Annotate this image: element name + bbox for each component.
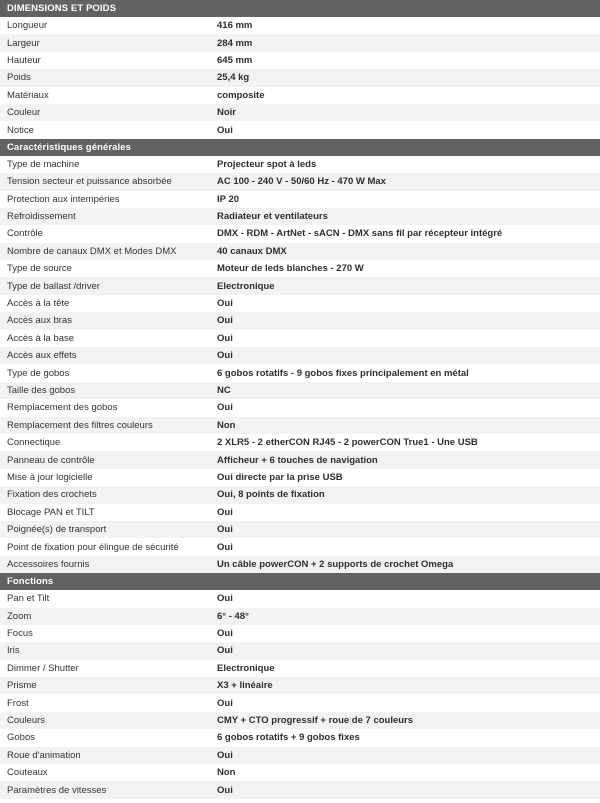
spec-value: 6° - 48° [217, 610, 249, 622]
spec-row [0, 295, 600, 312]
spec-row [0, 694, 600, 711]
spec-value: X3 + linéaire [217, 680, 273, 692]
spec-label: Pan et Tilt [7, 593, 50, 605]
spec-row [0, 104, 600, 121]
spec-value: Oui [217, 541, 233, 553]
spec-label: Accès à la tête [7, 298, 70, 310]
spec-row [0, 121, 600, 138]
spec-value: 6 gobos rotatifs - 9 gobos fixes principalement en métal [217, 367, 469, 379]
spec-value: Electronique [217, 662, 275, 674]
spec-value: IP 20 [217, 193, 240, 205]
spec-label: Notice [7, 124, 34, 136]
spec-value: Projecteur spot à leds [217, 158, 317, 170]
spec-value: 25,4 kg [217, 72, 250, 84]
spec-label: Contrôle [7, 228, 43, 240]
spec-row [0, 677, 600, 694]
spec-row [0, 34, 600, 51]
spec-value: DMX - RDM - ArtNet - sACN - DMX sans fil par récepteur intégré [217, 228, 503, 240]
spec-row [0, 486, 600, 503]
spec-label: Gobos [7, 732, 35, 744]
spec-label: Couleurs [7, 715, 46, 727]
spec-label: Hauteur [7, 54, 41, 66]
spec-label: Remplacement des filtres couleurs [7, 419, 153, 431]
spec-value: Oui [217, 506, 233, 518]
spec-label: Type de machine [7, 158, 80, 170]
spec-value: Oui [217, 749, 233, 761]
spec-value: Electronique [217, 280, 275, 292]
spec-row [0, 69, 600, 86]
spec-label: Protection aux intempéries [7, 193, 120, 205]
spec-value: Oui [217, 402, 233, 414]
spec-value: Oui [217, 332, 233, 344]
spec-row [0, 538, 600, 555]
spec-section [0, 139, 600, 573]
spec-label: Frost [7, 697, 29, 709]
spec-row [0, 347, 600, 364]
spec-label: Tension secteur et puissance absorbée [7, 176, 172, 188]
spec-row [0, 625, 600, 642]
spec-row [0, 764, 600, 781]
spec-row [0, 173, 600, 190]
spec-value: CMY + CTO progressif + roue de 7 couleurs [217, 715, 414, 727]
spec-value: Oui, 8 points de fixation [217, 489, 325, 501]
spec-value: Moteur de leds blanches - 270 W [217, 263, 364, 275]
spec-value: AC 100 - 240 V - 50/60 Hz - 470 W Max [217, 176, 386, 188]
spec-value: 40 canaux DMX [217, 245, 287, 257]
spec-value: Oui [217, 315, 233, 327]
spec-value: Oui [217, 124, 233, 136]
spec-row [0, 260, 600, 277]
spec-value: Afficheur + 6 touches de navigation [217, 454, 378, 466]
spec-value: Oui [217, 697, 233, 709]
spec-row [0, 434, 600, 451]
spec-label: Refroidissement [7, 211, 76, 223]
spec-value: Oui [217, 298, 233, 310]
spec-row [0, 469, 600, 486]
spec-row [0, 451, 600, 468]
spec-label: Mise à jour logicielle [7, 471, 93, 483]
spec-section [0, 0, 600, 139]
spec-label: Matériaux [7, 89, 49, 101]
spec-row [0, 208, 600, 225]
spec-value: Non [217, 767, 236, 779]
spec-label: Taille des gobos [7, 385, 76, 396]
spec-row [0, 521, 600, 538]
spec-row [0, 312, 600, 329]
spec-label: Zoom [7, 610, 32, 622]
spec-label: Point de fixation pour élingue de sécurité [7, 541, 179, 553]
spec-row [0, 747, 600, 764]
section-header: Fonctions [0, 573, 600, 590]
spec-value: 284 mm [217, 37, 253, 49]
spec-value: 416 mm [217, 20, 253, 32]
spec-row [0, 590, 600, 607]
spec-label: Couteaux [7, 767, 48, 779]
section-rows [0, 156, 600, 573]
spec-row [0, 156, 600, 173]
spec-value: 6 gobos rotatifs + 9 gobos fixes [217, 732, 360, 744]
spec-value: Oui [217, 628, 233, 640]
section-header: DIMENSIONS ET POIDS [0, 0, 600, 17]
spec-section [0, 573, 600, 799]
spec-row [0, 504, 600, 521]
spec-label: Prisme [7, 680, 37, 692]
spec-label: Accès à la base [7, 332, 75, 344]
spec-value: Oui [217, 593, 233, 605]
spec-row [0, 191, 600, 208]
spec-row [0, 556, 600, 573]
spec-label: Poignée(s) de transport [7, 524, 107, 536]
spec-row [0, 17, 600, 34]
spec-row [0, 417, 600, 434]
spec-label: Blocage PAN et TILT [7, 506, 95, 518]
spec-row [0, 642, 600, 659]
spec-row [0, 660, 600, 677]
spec-value: Un câble powerCON + 2 supports de crochet Omega [217, 558, 454, 570]
spec-row [0, 87, 600, 104]
spec-value: Oui [217, 350, 233, 362]
spec-value: Non [217, 419, 236, 431]
spec-label: Type de source [7, 263, 72, 275]
spec-row [0, 364, 600, 381]
spec-value: Oui [217, 524, 233, 536]
spec-row [0, 729, 600, 746]
spec-value: Radiateur et ventilateurs [217, 211, 328, 223]
spec-row [0, 608, 600, 625]
spec-label: Remplacement des gobos [7, 402, 118, 414]
spec-label: Accès aux effets [7, 350, 77, 362]
spec-label: Couleur [7, 107, 41, 119]
spec-label: Accessoires fournis [7, 558, 90, 570]
spec-label: Nombre de canaux DMX et Modes DMX [7, 245, 177, 257]
spec-row [0, 52, 600, 69]
spec-label: Iris [7, 645, 20, 657]
spec-label: Panneau de contrôle [7, 454, 95, 466]
spec-value: Oui directe par la prise USB [217, 471, 343, 483]
section-rows [0, 590, 600, 799]
spec-row [0, 225, 600, 242]
spec-row [0, 781, 600, 798]
spec-value: 2 XLR5 - 2 etherCON RJ45 - 2 powerCON True1 - Une USB [217, 437, 478, 449]
spec-label: Focus [7, 628, 33, 640]
spec-label: Paramètres de vitesses [7, 784, 107, 796]
spec-label: Dimmer / Shutter [7, 662, 79, 674]
section-rows [0, 17, 600, 139]
spec-value: NC [217, 385, 231, 396]
spec-label: Accès aux bras [7, 315, 72, 327]
spec-label: Largeur [7, 37, 40, 49]
spec-row [0, 382, 600, 399]
spec-label: Poids [7, 72, 31, 84]
spec-value: Noir [217, 107, 236, 119]
spec-value: 645 mm [217, 54, 253, 66]
spec-label: Connectique [7, 437, 61, 449]
spec-row [0, 243, 600, 260]
spec-label: Fixation des crochets [7, 489, 97, 501]
spec-row [0, 712, 600, 729]
spec-label: Type de gobos [7, 367, 70, 379]
spec-row [0, 399, 600, 416]
spec-value: Oui [217, 645, 233, 657]
spec-label: Longueur [7, 20, 48, 32]
spec-label: Roue d'animation [7, 749, 81, 761]
section-header: Caractéristiques générales [0, 139, 600, 156]
spec-row [0, 330, 600, 347]
spec-value: Oui [217, 784, 233, 796]
spec-label: Type de ballast /driver [7, 280, 100, 292]
spec-row [0, 277, 600, 294]
spec-value: composite [217, 89, 265, 101]
